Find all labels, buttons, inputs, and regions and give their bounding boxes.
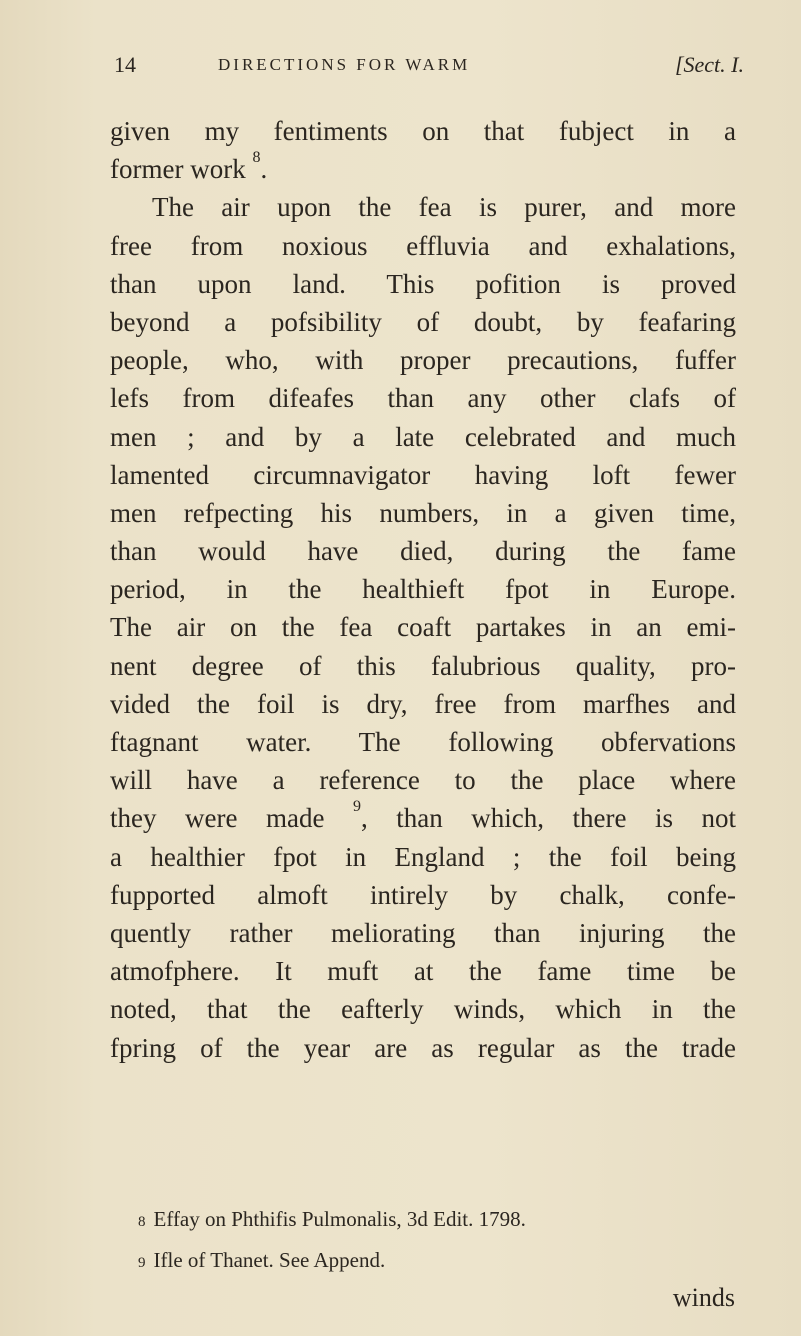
running-head: DIRECTIONS FOR WARM (218, 55, 471, 74)
text-line: beyond a pofsibility of doubt, by feafaring (110, 306, 736, 337)
footnote-text: Effay on Phthifis Pulmonalis, 3d Edit. 1798. (153, 1207, 526, 1231)
text-line: lefs from difeafes than any other clafs of (110, 383, 736, 414)
text-line: lamented circumnavigator having loft fewer (110, 459, 736, 490)
text-line-content: former work (110, 154, 246, 185)
page-number: 14 (114, 52, 136, 77)
text-line: former work $^8$. (110, 149, 268, 185)
section-reference: [Sect. I. (674, 52, 744, 77)
text-line: period, in the healthieft fpot in Europe. (110, 574, 736, 605)
footnote-text: Ifle of Thanet. See Append. (153, 1248, 386, 1272)
text-line: will have a reference to the place where (110, 765, 736, 796)
body-text (110, 112, 736, 1067)
text-line: noted, that the eafterly winds, which in the (110, 994, 736, 1025)
footnote (138, 1200, 738, 1241)
text-line: ftagnant water. The following obfervations (110, 727, 736, 757)
text-line: The air on the fea coaft partakes in an emi- (110, 612, 736, 643)
footnote-mark: 8 (138, 1214, 146, 1230)
footnotes (138, 1200, 738, 1282)
footnote-ref-8: 8 (252, 149, 261, 167)
catchword: winds (672, 1283, 735, 1312)
text-line: men refpecting his numbers, in a given time, (110, 497, 736, 528)
text-line: fupported almoft intirely by chalk, confe- (110, 879, 736, 910)
text-line: atmofphere. It muft at the fame time be (110, 956, 736, 987)
text-line: quently rather meliorating than injuring the (110, 917, 736, 948)
text-line-content: they were made (110, 803, 325, 834)
text-line (110, 799, 736, 837)
text-line: men ; and by a late celebrated and much (110, 421, 736, 452)
text-line: than upon land. This pofition is proved (110, 268, 736, 299)
footnote (138, 1241, 738, 1282)
page-header (114, 52, 744, 92)
text-line-content: , than which, there is not (360, 803, 736, 834)
text-line: a healthier fpot in England ; the foil being (110, 841, 736, 872)
footnote-mark: 9 (138, 1255, 146, 1271)
text-line: The air upon the fea is purer, and more (152, 192, 736, 223)
text-line: free from noxious effluvia and exhalations, (110, 230, 736, 261)
text-line: given my fentiments on that fubject in a (110, 116, 736, 146)
text-line: nent degree of this falubrious quality, pro- (110, 650, 736, 681)
text-line: than would have died, during the fame (110, 536, 736, 567)
text-line: vided the foil is dry, free from marfhes and (110, 688, 736, 719)
text-line: fpring of the year are as regular as the trade (110, 1032, 736, 1063)
text-line: people, who, with proper precautions, fuffer (110, 345, 736, 376)
footnote-ref-9: 9 (352, 798, 361, 816)
